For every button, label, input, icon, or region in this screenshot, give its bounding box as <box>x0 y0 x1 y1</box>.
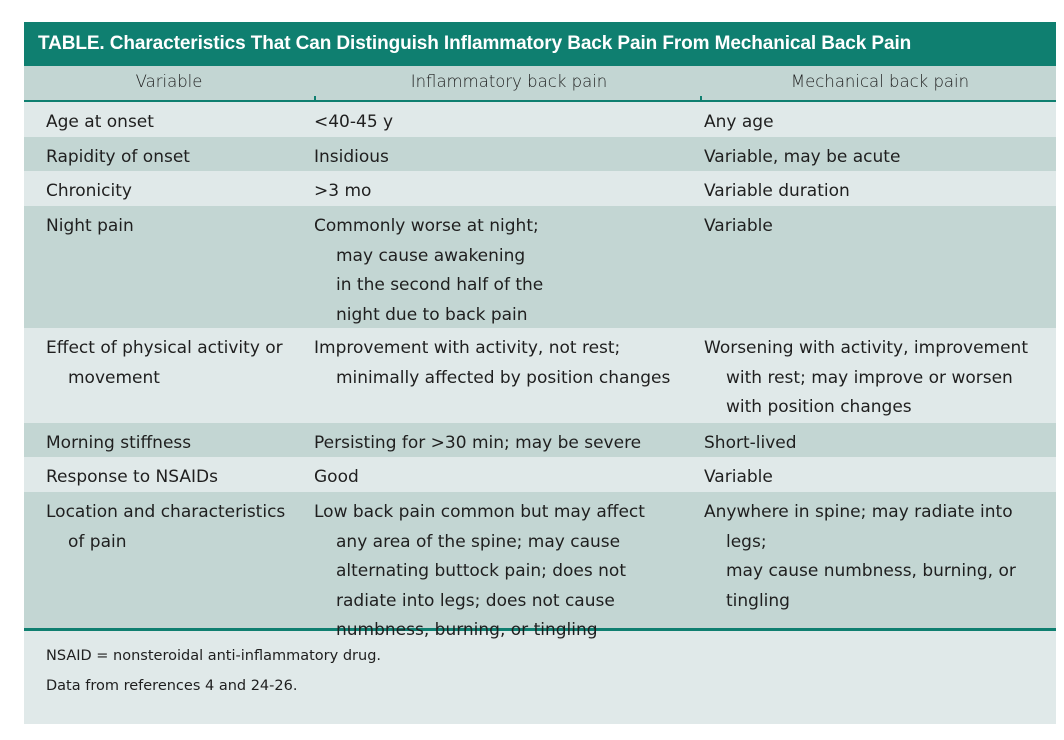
cell-line: Night pain <box>46 216 134 236</box>
cell-line: Improvement with activity, not rest; <box>314 338 621 358</box>
variable-cell <box>46 498 304 557</box>
cell-line: Chronicity <box>46 181 132 201</box>
mechanical-cell <box>704 212 1049 242</box>
cell-line: Short-lived <box>704 433 797 453</box>
cell-line: Worsening with activity, improvement <box>704 338 1028 358</box>
inflammatory-cell <box>314 108 694 138</box>
variable-cell <box>46 334 304 393</box>
cell-line: with position changes <box>726 397 912 417</box>
data-table <box>24 22 1056 724</box>
cell-line: night due to back pain <box>336 304 528 325</box>
cell-line: of pain <box>68 531 127 552</box>
table-header-row <box>24 66 1056 102</box>
cell-line: Any age <box>704 112 774 132</box>
variable-cell <box>46 429 304 459</box>
cell-line: Good <box>314 467 359 487</box>
cell-line: Low back pain common but may affect <box>314 502 645 522</box>
table-body <box>24 102 1056 640</box>
table-row <box>24 171 1056 206</box>
cell-line: alternating buttock pain; does not <box>336 561 626 581</box>
cell-line: Effect of physical activity or <box>46 338 283 358</box>
table-row <box>24 137 1056 171</box>
variable-cell <box>46 177 304 207</box>
cell-line: Response to NSAIDs <box>46 467 218 487</box>
table-title: TABLE. Characteristics That Can Distinguish Inflammatory Back Pain From Mechanical Back Pain <box>24 22 1056 66</box>
cell-line: minimally affected by position changes <box>336 367 671 388</box>
variable-cell <box>46 212 304 242</box>
mechanical-cell <box>704 334 1049 423</box>
cell-line: Anywhere in spine; may radiate into <box>704 502 1013 522</box>
variable-cell <box>46 143 304 173</box>
table-row <box>24 492 1056 640</box>
cell-line: >3 mo <box>314 181 372 201</box>
cell-line: <40-45 y <box>314 112 394 132</box>
cell-line: Variable <box>704 216 773 236</box>
inflammatory-cell <box>314 143 694 173</box>
cell-line: with rest; may improve or worsen <box>726 367 1013 388</box>
cell-line: Variable duration <box>704 181 850 201</box>
cell-line: tingling <box>726 590 790 611</box>
inflammatory-cell <box>314 429 694 459</box>
cell-line: Insidious <box>314 147 389 167</box>
header-mechanical: Mechanical back pain <box>790 72 970 91</box>
footnote-references: Data from references 4 and 24-26. <box>46 678 298 694</box>
cell-line: may cause numbness, burning, or <box>726 561 1016 581</box>
table-row <box>24 457 1056 492</box>
cell-line: movement <box>68 367 160 388</box>
cell-line: Variable, may be acute <box>704 147 901 167</box>
table-row <box>24 102 1056 137</box>
table-row <box>24 328 1056 423</box>
header-inflammatory: Inflammatory back pain <box>410 72 608 91</box>
cell-line: in the second half of the <box>336 275 544 295</box>
mechanical-cell <box>704 108 1049 138</box>
table-row <box>24 206 1056 328</box>
mechanical-cell <box>704 498 1049 616</box>
cell-line: Variable <box>704 467 773 487</box>
variable-cell <box>46 463 304 493</box>
header-variable: Variable <box>135 72 203 91</box>
cell-line: Morning stiffness <box>46 433 192 453</box>
inflammatory-cell <box>314 463 694 493</box>
mechanical-cell <box>704 463 1049 493</box>
footnote-abbreviation: NSAID = nonsteroidal anti-inflammatory drug. <box>46 648 382 664</box>
inflammatory-cell <box>314 498 694 646</box>
cell-line: Persisting for >30 min; may be severe <box>314 433 642 453</box>
mechanical-cell <box>704 143 1049 173</box>
cell-line: Commonly worse at night; <box>314 216 539 236</box>
cell-line: may cause awakening <box>336 245 526 266</box>
inflammatory-cell <box>314 334 694 393</box>
mechanical-cell <box>704 429 1049 459</box>
cell-line: numbness, burning, or tingling <box>336 620 598 640</box>
mechanical-cell <box>704 177 1049 207</box>
cell-line: radiate into legs; does not cause <box>336 590 615 611</box>
cell-line: Rapidity of onset <box>46 147 190 167</box>
inflammatory-cell <box>314 177 694 207</box>
cell-line: legs; <box>726 531 767 552</box>
table-row <box>24 423 1056 457</box>
inflammatory-cell <box>314 212 694 330</box>
variable-cell <box>46 108 304 138</box>
cell-line: Age at onset <box>46 112 154 132</box>
cell-line: Location and characteristics <box>46 502 286 522</box>
cell-line: any area of the spine; may cause <box>336 531 621 552</box>
